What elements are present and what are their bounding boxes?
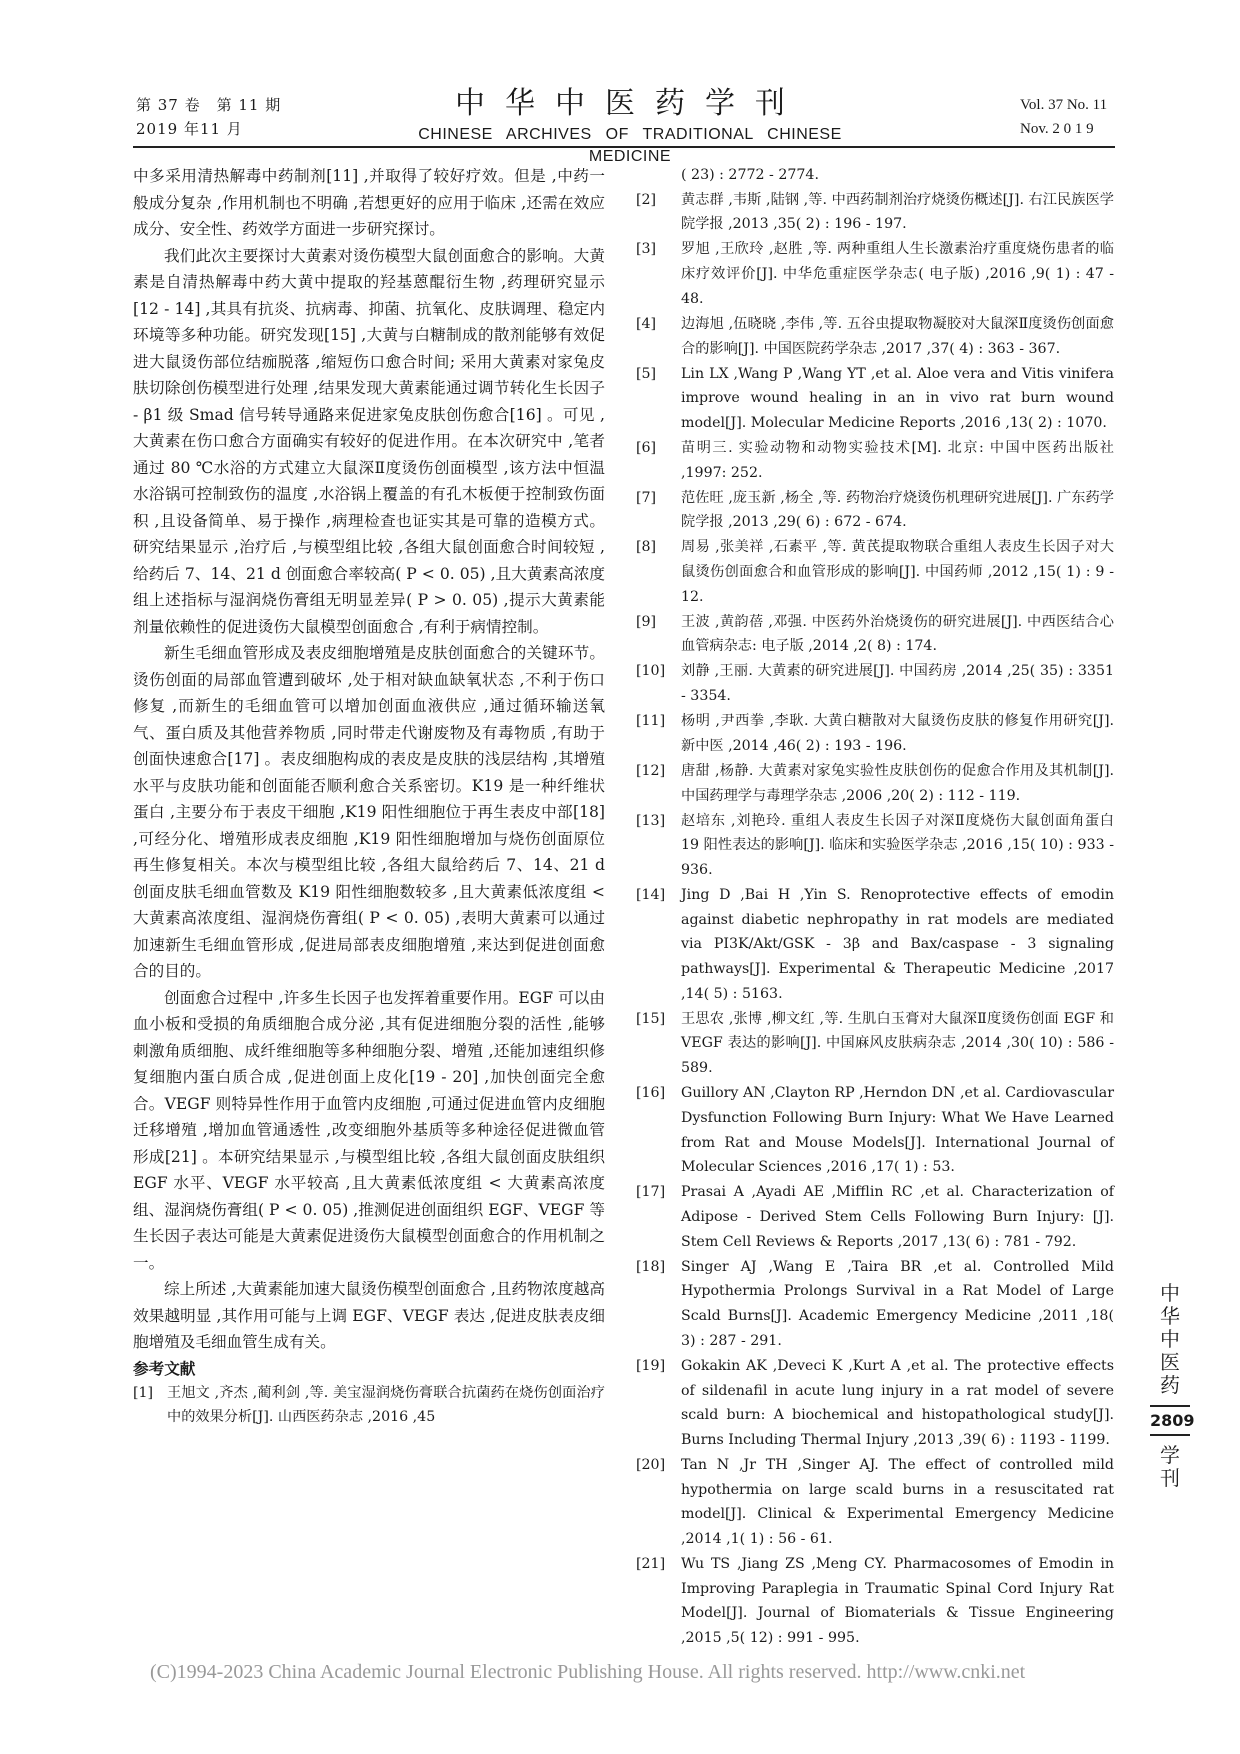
- header-right: [1020, 93, 1107, 141]
- header-center: [380, 84, 880, 168]
- reference-number: [15]: [636, 1010, 666, 1027]
- volume-issue-en: Vol. 37 No. 11: [1020, 97, 1108, 113]
- references-heading: 参考文献: [133, 1358, 196, 1378]
- reference-number: [13]: [636, 812, 666, 829]
- reference-text: 罗旭 ,王欣玲 ,赵胜 ,等. 两种重组人生长激素治疗重度烧伤患者的临床疗效评价[J]. 中华危重症医学杂志( 电子版) ,2016 ,9( 1) : 47 - 48.: [681, 241, 1114, 307]
- reference-item: [636, 1354, 1114, 1453]
- reference-item: [636, 883, 1114, 1007]
- reference-item: [636, 312, 1114, 361]
- reference-number: [1]: [133, 1384, 154, 1401]
- reference-number: [20]: [636, 1456, 666, 1473]
- reference-number: [4]: [636, 315, 657, 332]
- reference-text: 赵培东 ,刘艳玲. 重组人表皮生长因子对深Ⅱ度烧伤大鼠创面角蛋白 19 阳性表达的影响[J]. 临床和实验医学杂志 ,2016 ,15( 10) : 933 - 936.: [681, 812, 1114, 878]
- reference-item: [636, 809, 1114, 883]
- reference-text: 边海旭 ,伍晓晓 ,李伟 ,等. 五谷虫提取物凝胶对大鼠深Ⅱ度烫伤创面愈合的影响[J]. 中国医院药学杂志 ,2017 ,37( 4) : 363 - 367.: [681, 315, 1114, 357]
- header-left: [136, 93, 281, 141]
- reference-text: 王旭文 ,齐杰 ,蔺利剑 ,等. 美宝湿润烧伤膏联合抗菌药在烧伤创面治疗中的效果分析[J]. 山西医药杂志 ,2016 ,45: [167, 1384, 605, 1426]
- reference-item: [636, 759, 1114, 808]
- reference-number: [9]: [636, 613, 657, 630]
- reference-number: [11]: [636, 713, 666, 730]
- reference-text: Wu TS ,Jiang ZS ,Meng CY. Pharmacosomes of Emodin in Improving Paraplegia in Traumatic Spinal Cord Injury Rat Model[J]. Journal of Biomaterials & Tissue Engineering ,2015 ,5( 12) : 991 - 995.: [681, 1556, 1114, 1647]
- reference-number: [7]: [636, 489, 657, 506]
- reference-text: 王思农 ,张博 ,柳文红 ,等. 生肌白玉膏对大鼠深Ⅱ度烫伤创面 EGF 和 VEGF 表达的影响[J]. 中国麻风皮肤病杂志 ,2014 ,30( 10) : 586 - 589.: [681, 1010, 1114, 1077]
- reference-number: [19]: [636, 1357, 666, 1374]
- reference-text: 王波 ,黄韵蓓 ,邓强. 中医药外治烧烫伤的研究进展[J]. 中西医结合心血管病杂志: 电子版 ,2014 ,2( 8) : 174.: [681, 613, 1114, 655]
- reference-text: Gokakin AK ,Deveci K ,Kurt A ,et al. The protective effects of sildenafil in acute lung injury in a rat model of severe scald burn: A biochemical and histopathological study[J]. Burns Including Thermal Injury ,2013 ,39( 6) : 1193 - 1199.: [681, 1357, 1114, 1448]
- reference-item: [636, 1552, 1114, 1651]
- reference-text: Singer AJ ,Wang E ,Taira BR ,et al. Controlled Mild Hypothermia Prolongs Survival in a Rat Model of Large Scald Burns[J]. Academic Emergency Medicine ,2011 ,18( 3) : 287 - 291.: [681, 1258, 1114, 1349]
- reference-item: [636, 362, 1114, 436]
- side-tab-journal: 中 华 中 医 药: [1160, 1281, 1180, 1397]
- reference-number: [12]: [636, 762, 666, 779]
- body-paragraph: 创面愈合过程中 ,许多生长因子也发挥着重要作用。EGF 可以由血小板和受损的角质细胞合成分泌 ,其有促进细胞分裂的活性 ,能够刺激角质细胞、成纤维细胞等多种细胞分裂、增殖 ,还能加速组织修复细胞内蛋白质合成 ,促进创面上皮化[19 - 20] ,加快创面完全愈合。VEGF 则特异性作用于血管内皮细胞 ,可通过促进血管内皮细胞迁移增殖 ,增加血管通透性 ,改变细胞外基质等多种途径促进微血管形成[21] 。本研究结果显示 ,与模型组比较 ,各组大鼠创面皮肤组织 EGF 水平、VEGF 水平较高 ,且大黄素低浓度组 < 大黄素高浓度组、湿润烧伤膏组( P < 0. 05) ,推测促进创面组织 EGF、VEGF 等生长因子表达可能是大黄素促进烫伤大鼠模型创面愈合的作用机制之一。: [133, 988, 605, 1272]
- reference-text: Guillory AN ,Clayton RP ,Herndon DN ,et al. Cardiovascular Dysfunction Following Burn Injury: What We Have Learned from Rat and Mouse Models[J]. International Journal of Molecular Sciences ,2016 ,17( 1) : 53.: [681, 1085, 1114, 1176]
- reference-text: 范佐旺 ,庞玉新 ,杨全 ,等. 药物治疗烧烫伤机理研究进展[J]. 广东药学院学报 ,2013 ,29( 6) : 672 - 674.: [681, 489, 1114, 531]
- reference-text: Prasai A ,Ayadi AE ,Mifflin RC ,et al. Characterization of Adipose - Derived Stem Cells Following Burn Injury: [J]. Stem Cell Reviews & Reports ,2017 ,13( 6) : 781 - 792.: [681, 1184, 1114, 1250]
- page-number: 2809: [1150, 1405, 1190, 1436]
- reference-item: [636, 1453, 1114, 1552]
- copyright-footer: (C)1994-2023 China Academic Journal Electronic Publishing House. All rights reserved. http://www.cnki.net: [150, 1661, 1026, 1683]
- reference-number: [3]: [636, 241, 657, 258]
- right-column: [636, 163, 1114, 1651]
- reference-text: Lin LX ,Wang P ,Wang YT ,et al. Aloe vera and Vitis vinifera improve wound healing in an in vivo rat burn wound model[J]. Molecular Medicine Reports ,2016 ,13( 2) : 1070.: [681, 365, 1114, 431]
- reference-number: [6]: [636, 439, 657, 456]
- side-tab-journal-suffix: 学 刊: [1160, 1443, 1180, 1490]
- reference-text: 周易 ,张美祥 ,石素平 ,等. 黄芪提取物联合重组人表皮生长因子对大鼠烫伤创面愈合和血管形成的影响[J]. 中国药师 ,2012 ,15( 1) : 9 - 12.: [681, 539, 1114, 605]
- journal-title-en: CHINESE ARCHIVES OF TRADITIONAL CHINESE MEDICINE: [418, 126, 842, 165]
- issue-date-en: Nov. 2 0 1 9: [1020, 121, 1094, 137]
- body-paragraph: 中多采用清热解毒中药制剂[11] ,并取得了较好疗效。但是 ,中药一般成分复杂 ,作用机制也不明确 ,若想更好的应用于临床 ,还需在效应成分、安全性、药效学方面进一步研究探讨。: [133, 167, 605, 238]
- body-paragraph: 新生毛细血管形成及表皮细胞增殖是皮肤创面愈合的关键环节。烫伤创面的局部血管遭到破坏 ,处于相对缺血缺氧状态 ,不利于伤口修复 ,而新生的毛细血管可以增加创面血液供应 ,通过循环输送氧气、蛋白质及其他营养物质 ,同时带走代谢废物及有毒物质 ,有助于创面快速愈合[17] 。表皮细胞构成的表皮是皮肤的浅层结构 ,其增殖水平与皮肤功能和创面能否顺利愈合关系密切。K19 是一种纤维状蛋白 ,主要分布于表皮干细胞 ,K19 阳性细胞位于再生表皮中部[18] ,可经分化、增殖形成表皮细胞 ,K19 阳性细胞增加与烧伤创面原位再生修复相关。本次与模型组比较 ,各组大鼠给药后 7、14、21 d 创面皮肤毛细血管数及 K19 阳性细胞数较多 ,且大黄素低浓度组 < 大黄素高浓度组、湿润烧伤膏组( P < 0. 05) ,表明大黄素可以通过加速新生毛细血管形成 ,促进局部表皮细胞增殖 ,来达到促进创面愈合的目的。: [133, 644, 605, 980]
- reference-item: [636, 1081, 1114, 1180]
- reference-text: Tan N ,Jr TH ,Singer AJ. The effect of controlled mild hypothermia on large scald burns in a resuscitated rat model[J]. Clinical & Experimental Emergency Medicine ,2014 ,1( 1) : 56 - 61.: [681, 1456, 1114, 1548]
- reference-continuation: ( 23) : 2772 - 2774.: [681, 167, 819, 183]
- reference-item: [636, 188, 1114, 237]
- reference-number: [16]: [636, 1085, 666, 1102]
- volume-issue: 第 37 卷 第 11 期: [136, 96, 282, 114]
- reference-text: Jing D ,Bai H ,Yin S. Renoprotective effects of emodin against diabetic nephropathy in rat models are mediated via PI3K/Akt/GSK - 3β and Bax/caspase - 3 signaling pathways[J]. Experimental & Therapeutic Medicine ,2017 ,14( 5) : 5163.: [681, 886, 1114, 1002]
- body-paragraph: 综上所述 ,大黄素能加速大鼠烫伤模型创面愈合 ,且药物浓度越高效果越明显 ,其作用可能与上调 EGF、VEGF 表达 ,促进皮肤表皮细胞增殖及毛细血管生成有关。: [133, 1280, 605, 1351]
- reference-text: 苗明三. 实验动物和动物实验技术[M]. 北京: 中国中医药出版社 ,1997: 252.: [681, 439, 1114, 481]
- reference-item: [636, 1255, 1114, 1354]
- reference-text: 刘静 ,王丽. 大黄素的研究进展[J]. 中国药房 ,2014 ,25( 35) : 3351 - 3354.: [681, 663, 1114, 705]
- reference-number: [17]: [636, 1184, 666, 1201]
- journal-title-cn: 中华中医药学刊: [455, 86, 805, 121]
- reference-item: [636, 436, 1114, 485]
- side-tab: [1150, 1281, 1195, 1490]
- reference-item: [636, 610, 1114, 659]
- reference-list: [636, 188, 1114, 1651]
- reference-number: [10]: [636, 663, 666, 680]
- reference-number: [5]: [636, 365, 657, 382]
- body-paragraph: 我们此次主要探讨大黄素对烫伤模型大鼠创面愈合的影响。大黄素是自清热解毒中药大黄中提取的羟基蒽醌衍生物 ,药理研究显示[12 - 14] ,其具有抗炎、抗病毒、抑菌、抗氧化、皮肤调理、稳定内环境等多种功能。研究发现[15] ,大黄与白糖制成的散剂能够有效促进大鼠烫伤部位结痂脱落 ,缩短伤口愈合时间; 采用大黄素对家兔皮肤切除创伤模型进行处理 ,结果发现大黄素能通过调节转化生长因子 - β1 级 Smad 信号转导通路来促进家兔皮肤创伤愈合[16] 。可见 ,大黄素在伤口愈合方面确实有较好的促进作用。在本次研究中 ,笔者通过 80 ℃水浴的方式建立大鼠深Ⅱ度烫伤创面模型 ,该方法中恒温水浴锅可控制致伤的温度 ,水浴锅上覆盖的有孔木板便于控制致伤面积 ,且设备简单、易于操作 ,病理检查也证实其是可靠的造模方式。研究结果显示 ,治疗后 ,与模型组比较 ,各组大鼠创面愈合时间较短 ,给药后 7、14、21 d 创面愈合率较高( P < 0. 05) ,且大黄素高浓度组上述指标与湿润烧伤膏组无明显差异( P > 0. 05) ,提示大黄素能剂量依赖性的促进烫伤大鼠模型创面愈合 ,有利于病情控制。: [133, 246, 605, 636]
- reference-item: [636, 535, 1114, 609]
- reference-item: [133, 1381, 605, 1430]
- reference-item: [636, 1007, 1114, 1081]
- reference-text: 唐甜 ,杨静. 大黄素对家兔实验性皮肤创伤的促愈合作用及其机制[J]. 中国药理学与毒理学杂志 ,2006 ,20( 2) : 112 - 119.: [681, 762, 1114, 804]
- reference-item: [636, 1180, 1114, 1254]
- reference-item: [636, 237, 1114, 311]
- reference-number: [18]: [636, 1258, 666, 1275]
- reference-item: [636, 659, 1114, 708]
- reference-text: 杨明 ,尹西拳 ,李耿. 大黄白糖散对大鼠烫伤皮肤的修复作用研究[J]. 新中医 ,2014 ,46( 2) : 193 - 196.: [681, 713, 1114, 754]
- reference-number: [21]: [636, 1556, 666, 1573]
- issue-date: 2019 年11 月: [136, 120, 243, 138]
- header-rule: [133, 146, 1115, 148]
- reference-number: [2]: [636, 191, 657, 208]
- reference-number: [14]: [636, 886, 666, 903]
- reference-item: [636, 486, 1114, 535]
- reference-number: [8]: [636, 539, 657, 556]
- left-column: [133, 163, 605, 1430]
- reference-text: 黄志群 ,韦斯 ,陆钢 ,等. 中西药制剂治疗烧烫伤概述[J]. 右江民族医学院学报 ,2013 ,35( 2) : 196 - 197.: [681, 191, 1114, 233]
- reference-item: [636, 709, 1114, 758]
